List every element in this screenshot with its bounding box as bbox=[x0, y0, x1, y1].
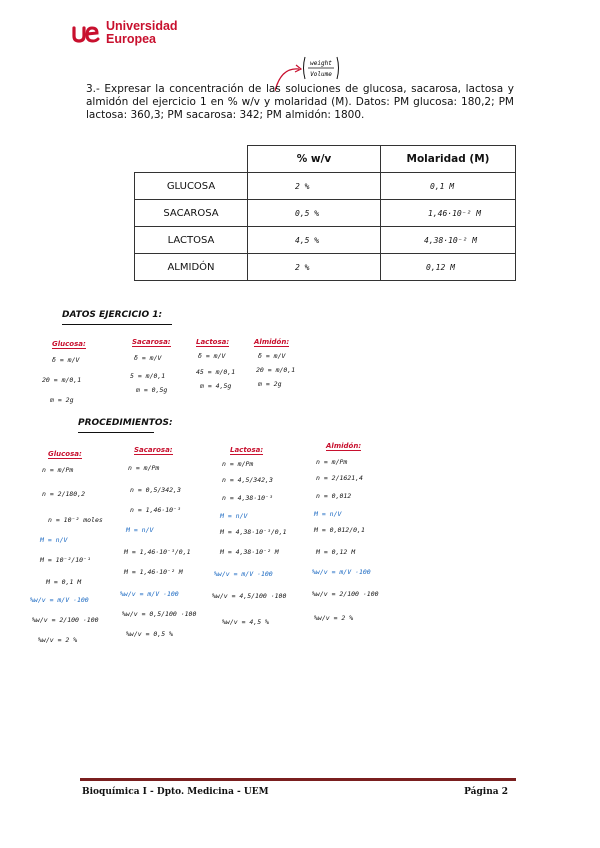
table-row bbox=[135, 227, 516, 254]
cell-wv: 4,5 % bbox=[248, 227, 381, 254]
cell-wv: 0,5 % bbox=[248, 200, 381, 227]
proc-line: M = 1,46·10⁻² M bbox=[124, 568, 183, 576]
datos-line: m = 4,5g bbox=[200, 382, 232, 390]
footer-divider bbox=[80, 778, 516, 781]
proc-line: %w/v = m/V ·100 bbox=[214, 570, 273, 578]
proc-line: n = 2/1621,4 bbox=[316, 474, 363, 482]
proc-line: M = n/V bbox=[126, 526, 154, 534]
proc-line: n = m/Pm bbox=[42, 466, 74, 474]
proc-name: Sacarosa: bbox=[134, 446, 173, 454]
proc-line: M = n/V bbox=[314, 510, 342, 518]
logo-line2: Europea bbox=[106, 32, 157, 46]
proc-line: %w/v = m/V ·100 bbox=[30, 596, 89, 604]
proc-line: M = 0,012/0,1 bbox=[314, 526, 365, 534]
proc-name: Lactosa: bbox=[230, 446, 264, 454]
table-row bbox=[135, 173, 516, 200]
cell-wv: 2 % bbox=[248, 173, 381, 200]
proc-line: n = 0,012 bbox=[316, 492, 352, 500]
datos-line: δ = m/V bbox=[52, 356, 80, 364]
proc-line: %w/v = 2/100 ·100 bbox=[32, 616, 99, 624]
proc-line: %w/v = 0,5 % bbox=[126, 630, 173, 638]
annotation-top: weight bbox=[310, 60, 332, 67]
cell-molarity: 4,38·10⁻² M bbox=[381, 227, 516, 254]
datos-name: Almidón: bbox=[254, 338, 290, 346]
logo-text bbox=[106, 20, 178, 46]
table-row bbox=[135, 200, 516, 227]
ue-logo-icon bbox=[72, 22, 100, 44]
datos-line: 45 = m/0,1 bbox=[196, 368, 236, 376]
proc-line: n = 2/180,2 bbox=[42, 490, 86, 498]
proc-line: n = 0,5/342,3 bbox=[130, 486, 181, 494]
proc-line: n = 10⁻² moles bbox=[48, 516, 103, 524]
proc-line: %w/v = m/V ·100 bbox=[120, 590, 179, 598]
datos-line: m = 2g bbox=[50, 396, 74, 404]
proc-line: M = n/V bbox=[40, 536, 68, 544]
datos-name: Sacarosa: bbox=[132, 338, 171, 346]
proc-line: n = 1,46·10⁻³ bbox=[130, 506, 181, 514]
proc-line: %w/v = 4,5/100 ·100 bbox=[212, 592, 287, 600]
datos-line: δ = m/V bbox=[134, 354, 162, 362]
datos-line: δ = m/V bbox=[258, 352, 286, 360]
results-table bbox=[134, 145, 516, 281]
logo-line1: Universidad bbox=[106, 19, 178, 33]
proc-line: M = 4,38·10⁻³/0,1 bbox=[220, 528, 287, 536]
proc-line: M = 1,46·10⁻³/0,1 bbox=[124, 548, 191, 556]
proc-line: n = 4,38·10⁻³ bbox=[222, 494, 273, 502]
datos-title: DATOS EJERCICIO 1: bbox=[62, 310, 163, 320]
table-corner bbox=[135, 146, 248, 173]
table-row bbox=[135, 254, 516, 281]
datos-line: δ = m/V bbox=[198, 352, 226, 360]
header-wv: % w/v bbox=[248, 146, 381, 173]
header-molarity: Molaridad (M) bbox=[381, 146, 516, 173]
proc-line: %w/v = 0,5/100 ·100 bbox=[122, 610, 197, 618]
proc-line: %w/v = m/V ·100 bbox=[312, 568, 371, 576]
datos-line: 20 = m/0,1 bbox=[42, 376, 82, 384]
row-label: SACAROSA bbox=[135, 200, 248, 227]
row-label: LACTOSA bbox=[135, 227, 248, 254]
row-label: ALMIDÓN bbox=[135, 254, 248, 281]
proc-line: M = 0,1 M bbox=[46, 578, 82, 586]
proc-line: %w/v = 4,5 % bbox=[222, 618, 269, 626]
proc-line: n = m/Pm bbox=[316, 458, 348, 466]
footer-course: Bioquímica I - Dpto. Medicina - UEM bbox=[82, 787, 269, 797]
table-header-row bbox=[135, 146, 516, 173]
handwritten-work bbox=[0, 300, 600, 680]
question-text: 3.- Expresar la concentración de las soluciones de glucosa, sacarosa, lactosa y almidón del ejercicio 1 en % w/v y molaridad (M). Datos: PM glucosa: 180,2; PM lactosa: 360,3; PM sacarosa: 342; PM almidón: 1800. bbox=[86, 83, 514, 121]
annotation-bottom: Volume bbox=[310, 71, 332, 78]
datos-line: m = 0,5g bbox=[136, 386, 168, 394]
proc-name: Almidón: bbox=[326, 442, 362, 450]
row-label: GLUCOSA bbox=[135, 173, 248, 200]
proc-line: n = m/Pm bbox=[222, 460, 254, 468]
proc-line: M = 4,38·10⁻² M bbox=[220, 548, 279, 556]
datos-line: m = 2g bbox=[258, 380, 282, 388]
university-logo bbox=[72, 20, 178, 46]
proc-name: Glucosa: bbox=[48, 450, 82, 458]
proc-line: M = 0,12 M bbox=[316, 548, 356, 556]
proc-line: n = 4,5/342,3 bbox=[222, 476, 273, 484]
proc-line: M = n/V bbox=[220, 512, 248, 520]
datos-name: Glucosa: bbox=[52, 340, 86, 348]
cell-molarity: 0,12 M bbox=[381, 254, 516, 281]
proc-line: n = m/Pm bbox=[128, 464, 160, 472]
proc-line: %w/v = 2 % bbox=[38, 636, 78, 644]
datos-line: 20 = m/0,1 bbox=[256, 366, 296, 374]
cell-molarity: 0,1 M bbox=[381, 173, 516, 200]
proc-line: %w/v = 2/100 ·100 bbox=[312, 590, 379, 598]
proc-line: M = 10⁻²/10⁻¹ bbox=[40, 556, 91, 564]
datos-name: Lactosa: bbox=[196, 338, 230, 346]
footer-page-number: Página 2 bbox=[464, 787, 508, 797]
cell-molarity: 1,46·10⁻² M bbox=[381, 200, 516, 227]
cell-wv: 2 % bbox=[248, 254, 381, 281]
procedimientos-title: PROCEDIMIENTOS: bbox=[78, 418, 173, 428]
datos-line: 5 = m/0,1 bbox=[130, 372, 166, 380]
proc-line: %w/v = 2 % bbox=[314, 614, 354, 622]
